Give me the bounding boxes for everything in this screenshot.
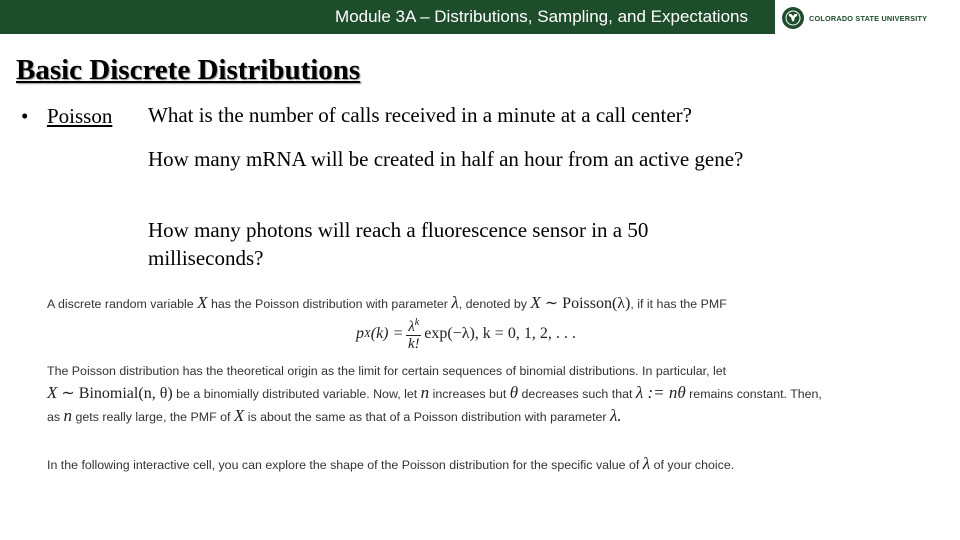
bullet-label-poisson: Poisson	[47, 104, 113, 128]
module-title: Module 3A – Distributions, Sampling, and Expectations	[335, 7, 748, 26]
question-1: What is the number of calls received in a minute at a call center?	[148, 103, 693, 127]
binomial-limit-paragraph: The Poisson distribution has the theoretical origin as the limit for certain sequences of binomial distributions. In particular, let X ∼ Binomial(n, θ) be a binomially distributed variable. Now, let n increases but θ decreases such that λ := nθ remains constant. Then, as n gets really large, the PMF of X is about the same as that of a Poisson distribution with parameter λ.	[47, 364, 822, 425]
slide-title: Basic Discrete Distributions	[16, 54, 361, 86]
definition-paragraph: A discrete random variable X has the Poisson distribution with parameter λ, denoted by X ∼ Poisson(λ), if it has the PMF	[47, 293, 727, 312]
interactive-cell-paragraph: In the following interactive cell, you can explore the shape of the Poisson distribution for the specific value of λ of your choice.	[47, 454, 735, 473]
pmf-formula: p X (k) = $\frac{\lambda^k}{k!}$ exp(−λ), k = 0, 1, 2, . . .	[356, 317, 576, 352]
header-bar	[0, 0, 775, 34]
csu-logo	[782, 6, 960, 30]
question-2: How many mRNA will be created in half an hour from an active gene?	[148, 147, 744, 171]
pmf-fraction: $\frac{\lambda^k}{k!}$	[407, 317, 420, 352]
ram-icon	[782, 7, 804, 29]
question-3: How many photons will reach a fluorescence sensor in a 50 milliseconds?	[148, 218, 649, 270]
bullet-dot: •	[21, 104, 29, 128]
logo-text: COLORADO STATE UNIVERSITY	[809, 13, 928, 23]
